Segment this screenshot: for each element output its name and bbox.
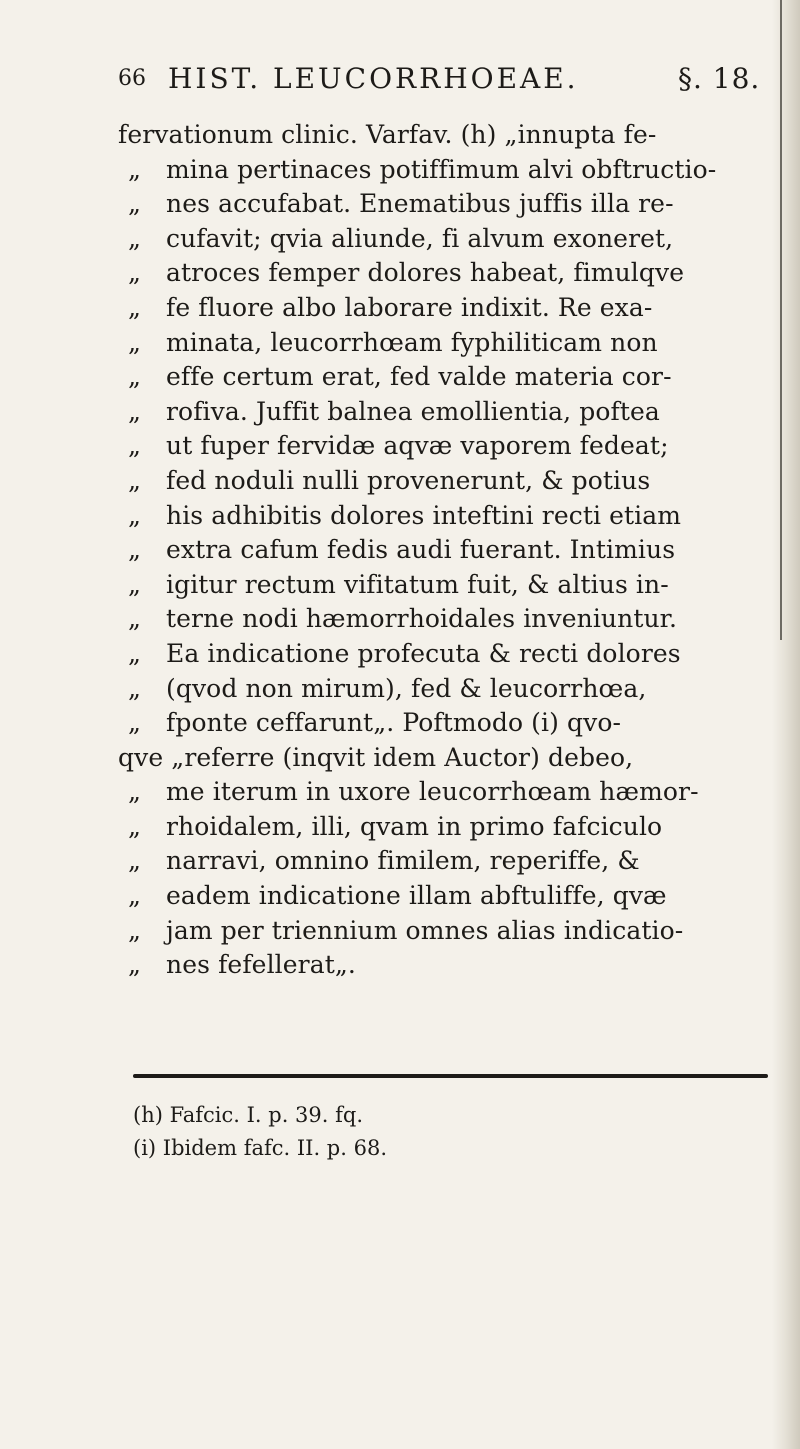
text-line xyxy=(128,568,768,603)
line-text: fervationum clinic. Varfav. (h) „innupta fe- xyxy=(118,120,657,149)
line-text: terne nodi hæmorrhoidales inveniuntur. xyxy=(166,604,678,634)
line-text: minata, leucorrhœam fyphiliticam non xyxy=(166,327,658,357)
line-text: mina pertinaces potiffimum alvi obftructio- xyxy=(166,154,717,184)
quote-mark: „ xyxy=(128,777,142,807)
line-text: nes fefellerat„. xyxy=(166,950,356,980)
text-line xyxy=(128,499,768,534)
quote-mark: „ xyxy=(128,223,142,253)
quote-mark: „ xyxy=(128,604,142,634)
quote-mark: „ xyxy=(128,327,142,357)
text-line xyxy=(128,672,768,707)
text-line xyxy=(128,291,768,326)
line-text: igitur rectum vifitatum fuit, & altius in- xyxy=(166,569,669,599)
text-line xyxy=(128,533,768,568)
section-number: §. 18. xyxy=(678,62,761,95)
quote-mark: „ xyxy=(128,535,142,565)
line-text: eadem indicatione illam abftuliffe, qvæ xyxy=(166,881,667,911)
line-text: ut fuper fervidæ aqvæ vaporem fedeat; xyxy=(166,431,669,461)
line-text: nes accufabat. Enematibus juffis illa re- xyxy=(166,189,674,219)
text-line xyxy=(128,602,768,637)
text-line xyxy=(128,360,768,395)
text-line xyxy=(128,914,768,949)
text-line xyxy=(128,810,768,845)
line-text: narravi, omnino fimilem, reperiffe, & xyxy=(166,846,640,876)
line-text: fe fluore albo laborare indixit. Re exa- xyxy=(166,292,653,322)
text-line xyxy=(128,256,768,291)
quote-mark: „ xyxy=(128,708,142,738)
quote-mark: „ xyxy=(128,154,142,184)
gutter-edge-line xyxy=(780,0,782,640)
quote-mark: „ xyxy=(128,465,142,495)
text-line xyxy=(128,187,768,222)
line-text: me iterum in uxore leucorrhœam hæmor- xyxy=(166,777,699,807)
running-title: HIST. LEUCORRHOEAE. xyxy=(168,62,579,95)
quote-mark: „ xyxy=(128,362,142,392)
line-text: jam per triennium omnes alias indicatio- xyxy=(166,915,684,945)
quote-mark: „ xyxy=(128,811,142,841)
quote-mark: „ xyxy=(128,915,142,945)
page-gutter xyxy=(772,0,800,1449)
quote-mark: „ xyxy=(128,500,142,530)
quote-mark: „ xyxy=(128,258,142,288)
text-line xyxy=(128,637,768,672)
quote-mark: „ xyxy=(128,189,142,219)
line-text: (qvod non mirum), fed & leucorrhœa, xyxy=(166,673,647,703)
line-text: qve „referre (inqvit idem Auctor) debeo, xyxy=(118,742,634,772)
text-line xyxy=(118,118,768,153)
text-line xyxy=(128,706,768,741)
quote-mark: „ xyxy=(128,638,142,668)
quote-mark: „ xyxy=(128,950,142,980)
line-text: Ea indicatione profecuta & recti dolores xyxy=(166,638,681,668)
text-line xyxy=(128,844,768,879)
line-text: extra cafum fedis audi fuerant. Intimius xyxy=(166,535,676,565)
line-text: cufavit; qvia aliunde, fi alvum exoneret, xyxy=(166,223,674,253)
quote-mark: „ xyxy=(128,569,142,599)
quote-mark: „ xyxy=(128,881,142,911)
footnote-rule xyxy=(133,1074,768,1078)
text-line xyxy=(128,429,768,464)
line-text: atroces femper dolores habeat, fimulqve xyxy=(166,258,685,288)
footnotes xyxy=(133,1099,733,1165)
text-line xyxy=(128,464,768,499)
footnote: (i) Ibidem fafc. II. p. 68. xyxy=(133,1136,387,1160)
line-text: rofiva. Juffit balnea emollientia, poftea xyxy=(166,396,660,426)
line-text: fed noduli nulli provenerunt, & potius xyxy=(166,465,651,495)
line-text: his adhibitis dolores inteftini recti etiam xyxy=(166,500,682,530)
quote-mark: „ xyxy=(128,846,142,876)
text-line xyxy=(118,741,768,776)
text-line xyxy=(128,395,768,430)
line-text: effe certum erat, fed valde materia cor- xyxy=(166,362,672,392)
text-line xyxy=(128,879,768,914)
text-line xyxy=(128,222,768,257)
running-header xyxy=(118,62,778,102)
main-text xyxy=(118,118,768,983)
line-text: rhoidalem, illi, qvam in primo fafciculo xyxy=(166,811,663,841)
text-line xyxy=(128,326,768,361)
text-line xyxy=(128,153,768,188)
text-line xyxy=(128,775,768,810)
quote-mark: „ xyxy=(128,673,142,703)
footnote: (h) Fafcic. I. p. 39. fq. xyxy=(133,1103,364,1127)
line-text: fponte ceffarunt„. Poftmodo (i) qvo- xyxy=(166,708,622,738)
quote-mark: „ xyxy=(128,396,142,426)
quote-mark: „ xyxy=(128,292,142,322)
quote-mark: „ xyxy=(128,431,142,461)
page-number: 66 xyxy=(118,66,146,91)
text-line xyxy=(128,948,768,983)
